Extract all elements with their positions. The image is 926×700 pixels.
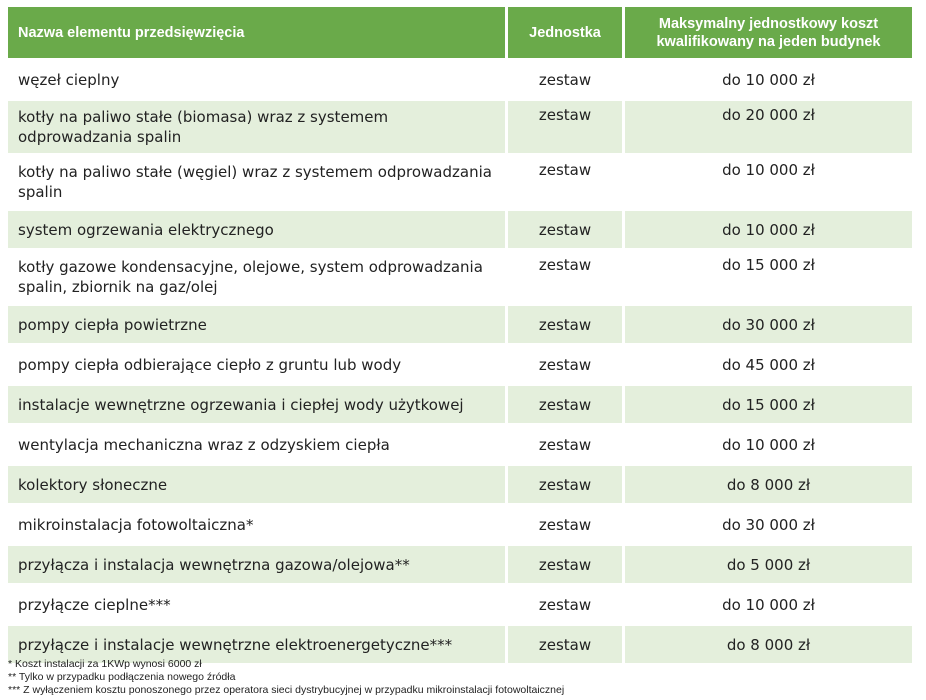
footnote: ** Tylko w przypadku podłączenia nowego źródła (8, 671, 236, 683)
cell-name: kotły na paliwo stałe (węgiel) wraz z systemem odprowadzania spalin (8, 156, 508, 208)
cell-cost: do 30 000 zł (625, 306, 912, 343)
cell-unit: zestaw (508, 61, 625, 98)
table-row (8, 386, 912, 423)
footnote: *** Z wyłączeniem kosztu ponoszonego przez operatora sieci dystrybucyjnej w przypadku mikroinstalacji fotowoltaicznej (8, 684, 565, 696)
cell-unit: zestaw (508, 626, 625, 663)
cell-unit: zestaw (508, 586, 625, 623)
cell-cost: do 10 000 zł (625, 586, 912, 623)
cell-unit: zestaw (508, 156, 625, 208)
cell-unit: zestaw (508, 546, 625, 583)
cell-name: kolektory słoneczne (8, 466, 508, 503)
table-row (8, 251, 912, 303)
cost-table-container (8, 4, 912, 666)
table-row (8, 156, 912, 208)
cell-name: kotły na paliwo stałe (biomasa) wraz z systemem odprowadzania spalin (8, 101, 508, 153)
table-row (8, 211, 912, 248)
header-unit: Jednostka (508, 7, 625, 58)
cell-cost: do 15 000 zł (625, 386, 912, 423)
cell-cost: do 10 000 zł (625, 211, 912, 248)
table-row (8, 466, 912, 503)
header-element-name: Nazwa elementu przedsięwzięcia (8, 7, 508, 58)
cell-unit: zestaw (508, 386, 625, 423)
table-row (8, 101, 912, 153)
table-row (8, 506, 912, 543)
cell-unit: zestaw (508, 306, 625, 343)
table-row (8, 586, 912, 623)
table-row (8, 61, 912, 98)
cell-cost: do 10 000 zł (625, 426, 912, 463)
cell-unit: zestaw (508, 466, 625, 503)
cell-unit: zestaw (508, 426, 625, 463)
table-row (8, 346, 912, 383)
cell-name: przyłącze i instalacje wewnętrzne elektroenergetyczne*** (8, 626, 508, 663)
cell-cost: do 5 000 zł (625, 546, 912, 583)
cell-unit: zestaw (508, 506, 625, 543)
cell-name: mikroinstalacja fotowoltaiczna* (8, 506, 508, 543)
cell-cost: do 45 000 zł (625, 346, 912, 383)
cell-name: instalacje wewnętrzne ogrzewania i ciepłej wody użytkowej (8, 386, 508, 423)
cell-name: pompy ciepła powietrzne (8, 306, 508, 343)
cell-name: pompy ciepła odbierające ciepło z gruntu lub wody (8, 346, 508, 383)
table-row (8, 426, 912, 463)
table-row (8, 306, 912, 343)
cell-name: kotły gazowe kondensacyjne, olejowe, system odprowadzania spalin, zbiornik na gaz/olej (8, 251, 508, 303)
footnotes (8, 658, 564, 697)
cell-cost: do 30 000 zł (625, 506, 912, 543)
cell-unit: zestaw (508, 211, 625, 248)
cell-name: przyłącza i instalacja wewnętrzna gazowa/olejowa** (8, 546, 508, 583)
cell-cost: do 10 000 zł (625, 156, 912, 208)
cell-name: wentylacja mechaniczna wraz z odzyskiem ciepła (8, 426, 508, 463)
header-max-cost: Maksymalny jednostkowy koszt kwalifikowany na jeden budynek (625, 7, 912, 58)
table-header-row (8, 7, 912, 58)
cell-cost: do 8 000 zł (625, 626, 912, 663)
cell-cost: do 10 000 zł (625, 61, 912, 98)
cost-table (8, 4, 912, 666)
cell-unit: zestaw (508, 101, 625, 153)
cell-unit: zestaw (508, 251, 625, 303)
cell-name: węzeł cieplny (8, 61, 508, 98)
table-row (8, 546, 912, 583)
cell-cost: do 20 000 zł (625, 101, 912, 153)
cell-unit: zestaw (508, 346, 625, 383)
footnote: * Koszt instalacji za 1KWp wynosi 6000 zł (8, 658, 202, 670)
cell-name: system ogrzewania elektrycznego (8, 211, 508, 248)
cell-cost: do 15 000 zł (625, 251, 912, 303)
cell-cost: do 8 000 zł (625, 466, 912, 503)
cell-name: przyłącze cieplne*** (8, 586, 508, 623)
